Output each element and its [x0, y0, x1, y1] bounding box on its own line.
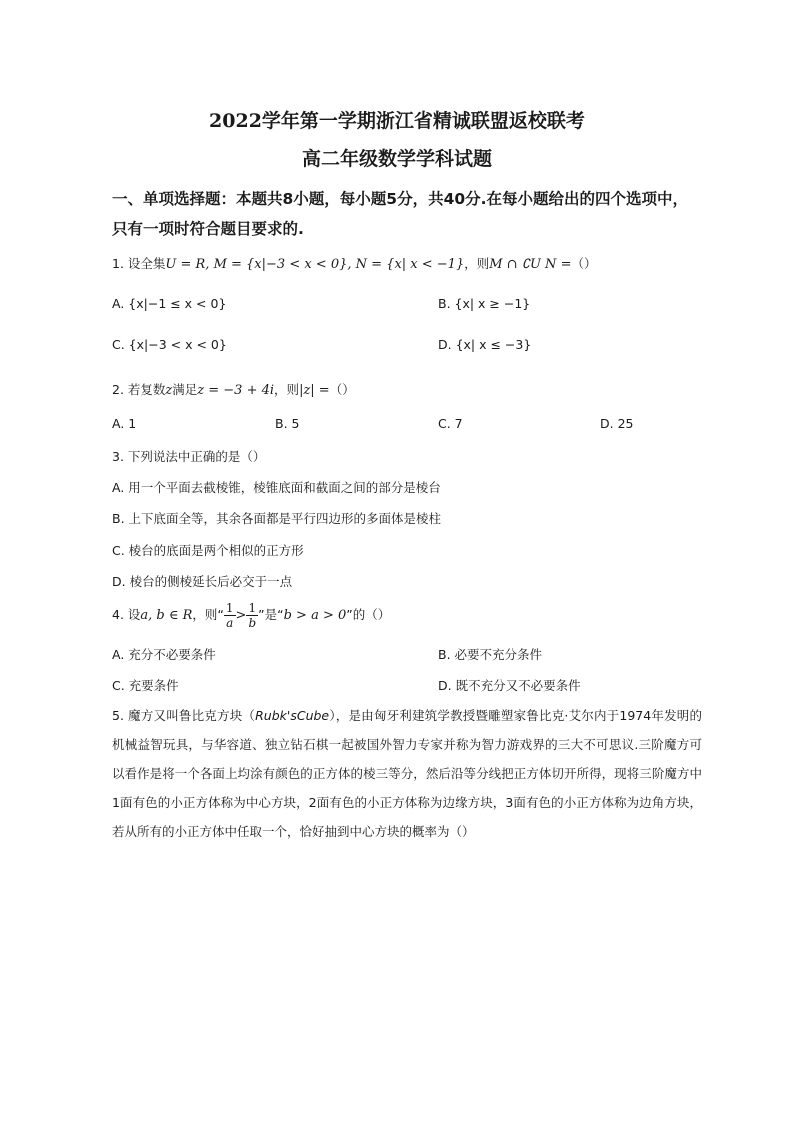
question-2-option-b: B. 5: [275, 416, 300, 431]
question-2-math: z = −3 + 4i: [197, 383, 275, 398]
exam-title: 2022学年第一学期浙江省精诚联盟返校联考: [209, 110, 585, 132]
question-1-stem: 1. 设全集U = R, M = {x|−3 < x < 0}, N = {x| x < −1}，则M ∩ ∁U N =（）: [112, 256, 597, 272]
rubiks-cube-term: Rubk'sCube: [255, 708, 330, 723]
question-2-math2: |z| =: [299, 383, 330, 398]
fraction-1-over-b: $\frac{1}{b}$: [248, 601, 257, 630]
question-4-option-b: B. 必要不充分条件: [438, 647, 543, 662]
question-4-math2: b > a > 0: [283, 608, 347, 623]
question-1-option-c: C. {x|−3 < x < 0}: [112, 337, 227, 352]
question-1-option-b: B. {x| x ≥ −1}: [438, 296, 531, 311]
question-3-option-b: B. 上下底面全等，其余各面都是平行四边形的多面体是棱柱: [112, 511, 442, 526]
question-1-option-d: D. {x| x ≤ −3}: [438, 337, 532, 352]
question-4-stem: 4. 设a, b ∈ R，则“ $\frac{1}{a}$ > $\frac{1}{b}$ ”是“b > a > 0”的（）: [112, 601, 391, 630]
question-3-option-a: A. 用一个平面去截棱锥，棱锥底面和截面之间的部分是棱台: [112, 480, 441, 495]
exam-subtitle: 高二年级数学学科试题: [301, 148, 492, 170]
question-2-option-a: A. 1: [112, 416, 137, 431]
question-1-option-a: A. {x|−1 ≤ x < 0}: [112, 296, 227, 311]
question-3-stem: 3. 下列说法中正确的是（）: [112, 449, 266, 464]
fraction-1-over-a: $\frac{1}{a}$: [225, 601, 234, 630]
question-3-option-d: D. 棱台的侧棱延长后必交于一点: [112, 574, 293, 589]
question-4-option-c: C. 充要条件: [112, 678, 179, 693]
question-2-option-c: C. 7: [438, 416, 463, 431]
question-4-option-d: D. 既不充分又不必要条件: [438, 678, 581, 693]
question-5-paragraph: 5. 魔方又叫鲁比克方块（Rubk'sCube），是由匈牙利建筑学教授暨雕塑家鲁比克·艾尔内于1974年发明的机械益智玩具，与华容道、独立钻石棋一起被国外智力专家并称为智力游戏界的三大不可思议.三阶魔方可以看作是将一个各面上均涂有颜色的正方体的棱三等分，然后沿等分线把正方体切开所得，现将三阶魔方中1面有色的小正方体称为中心方块，2面有色的小正方体称为边缘方块，3面有色的小正方体称为边角方块，若从所有的小正方体中任取一个，恰好抽到中心方块的概率为（）: [112, 708, 702, 839]
question-2-option-d: D. 25: [600, 416, 634, 431]
question-1-math: U = R, M = {x|−3 < x < 0}, N = {x| x < −1}: [165, 257, 465, 272]
question-4-math: a, b ∈ R: [140, 608, 193, 623]
question-1-math2: M ∩ ∁U N =: [489, 257, 572, 272]
section-heading: 一、单项选择题：本题共8小题，每小题5分，共40分.在每小题给出的四个选项中，只有一项时符合题目要求的.: [112, 190, 689, 238]
question-2-stem: 2. 若复数z满足z = −3 + 4i，则|z| =（）: [112, 382, 355, 398]
question-4-option-a: A. 充分不必要条件: [112, 647, 216, 662]
question-3-option-c: C. 棱台的底面是两个相似的正方形: [112, 543, 304, 558]
